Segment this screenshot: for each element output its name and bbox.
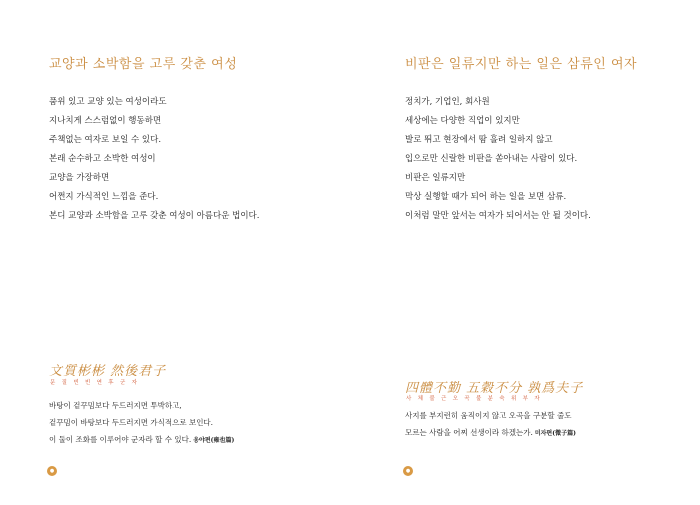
body-line: 세상에는 다양한 직업이 있지만 — [405, 116, 520, 126]
body-line: 비판은 일류지만 — [405, 173, 466, 183]
body-line: 교양을 가장하면 — [49, 173, 110, 183]
quote-line: 사지를 부지런히 움직이지 않고 오곡을 구분할 줄도 — [405, 411, 572, 420]
quote-source: 미자편(微子篇) — [534, 430, 576, 437]
body-line: 품위 있고 교양 있는 여성이라도 — [49, 97, 167, 107]
body-text — [49, 93, 259, 226]
quote-text: 모르는 사람을 어찌 선생이라 하겠는가. — [405, 428, 533, 437]
quote-line — [49, 431, 234, 449]
quote-source: 옹야편(雍也篇) — [193, 437, 235, 444]
body-line: 발로 뛰고 현장에서 땀 흘려 일하지 않고 — [405, 135, 553, 145]
proverb-translation — [49, 397, 234, 449]
quote-line — [405, 424, 576, 442]
body-line: 본디 교양과 소박함을 고루 갖춘 여성이 아름다운 법이다. — [49, 211, 260, 221]
page-number-badge: ● — [403, 466, 413, 476]
quote-line: 겉꾸밈이 바탕보다 두드러지면 가식적으로 보인다. — [49, 418, 214, 427]
body-line: 이처럼 말만 앞서는 여자가 되어서는 안 될 것이다. — [405, 211, 591, 221]
hanja-reading: 사 체 불 근 오 곡 불 분 숙 위 부 자 — [406, 396, 542, 402]
hanja-proverb: 四體不勤 五穀不分 孰爲夫子 — [405, 381, 584, 396]
body-line: 지나치게 스스럼없이 행동하면 — [49, 116, 162, 126]
hanja-reading: 문 질 빈 빈 연 후 군 자 — [50, 380, 140, 386]
body-line: 본래 순수하고 소박한 여성이 — [49, 154, 156, 164]
page-title: 교양과 소박함을 고루 갖춘 여성 — [49, 57, 238, 72]
body-text — [405, 93, 591, 226]
body-line: 막상 실행할 때가 되어 하는 일을 보면 삼류. — [405, 192, 567, 202]
body-line: 주책없는 여자로 보일 수 있다. — [49, 135, 162, 145]
hanja-proverb: 文質彬彬 然後君子 — [49, 364, 167, 379]
quote-text: 이 둘이 조화를 이루어야 군자라 할 수 있다. — [49, 435, 192, 444]
page-number-badge: ● — [47, 466, 57, 476]
quote-line: 바탕이 겉꾸밈보다 두드러지면 투박하고, — [49, 401, 182, 410]
page-title: 비판은 일류지만 하는 일은 삼류인 여자 — [405, 57, 638, 72]
right-page — [350, 0, 700, 505]
proverb-translation — [405, 407, 576, 442]
body-line: 정치가, 기업인, 회사원 — [405, 97, 490, 107]
body-line: 어쩐지 가식적인 느낌을 준다. — [49, 192, 159, 202]
body-line: 입으로만 신랄한 비판을 쏟아내는 사람이 있다. — [405, 154, 578, 164]
